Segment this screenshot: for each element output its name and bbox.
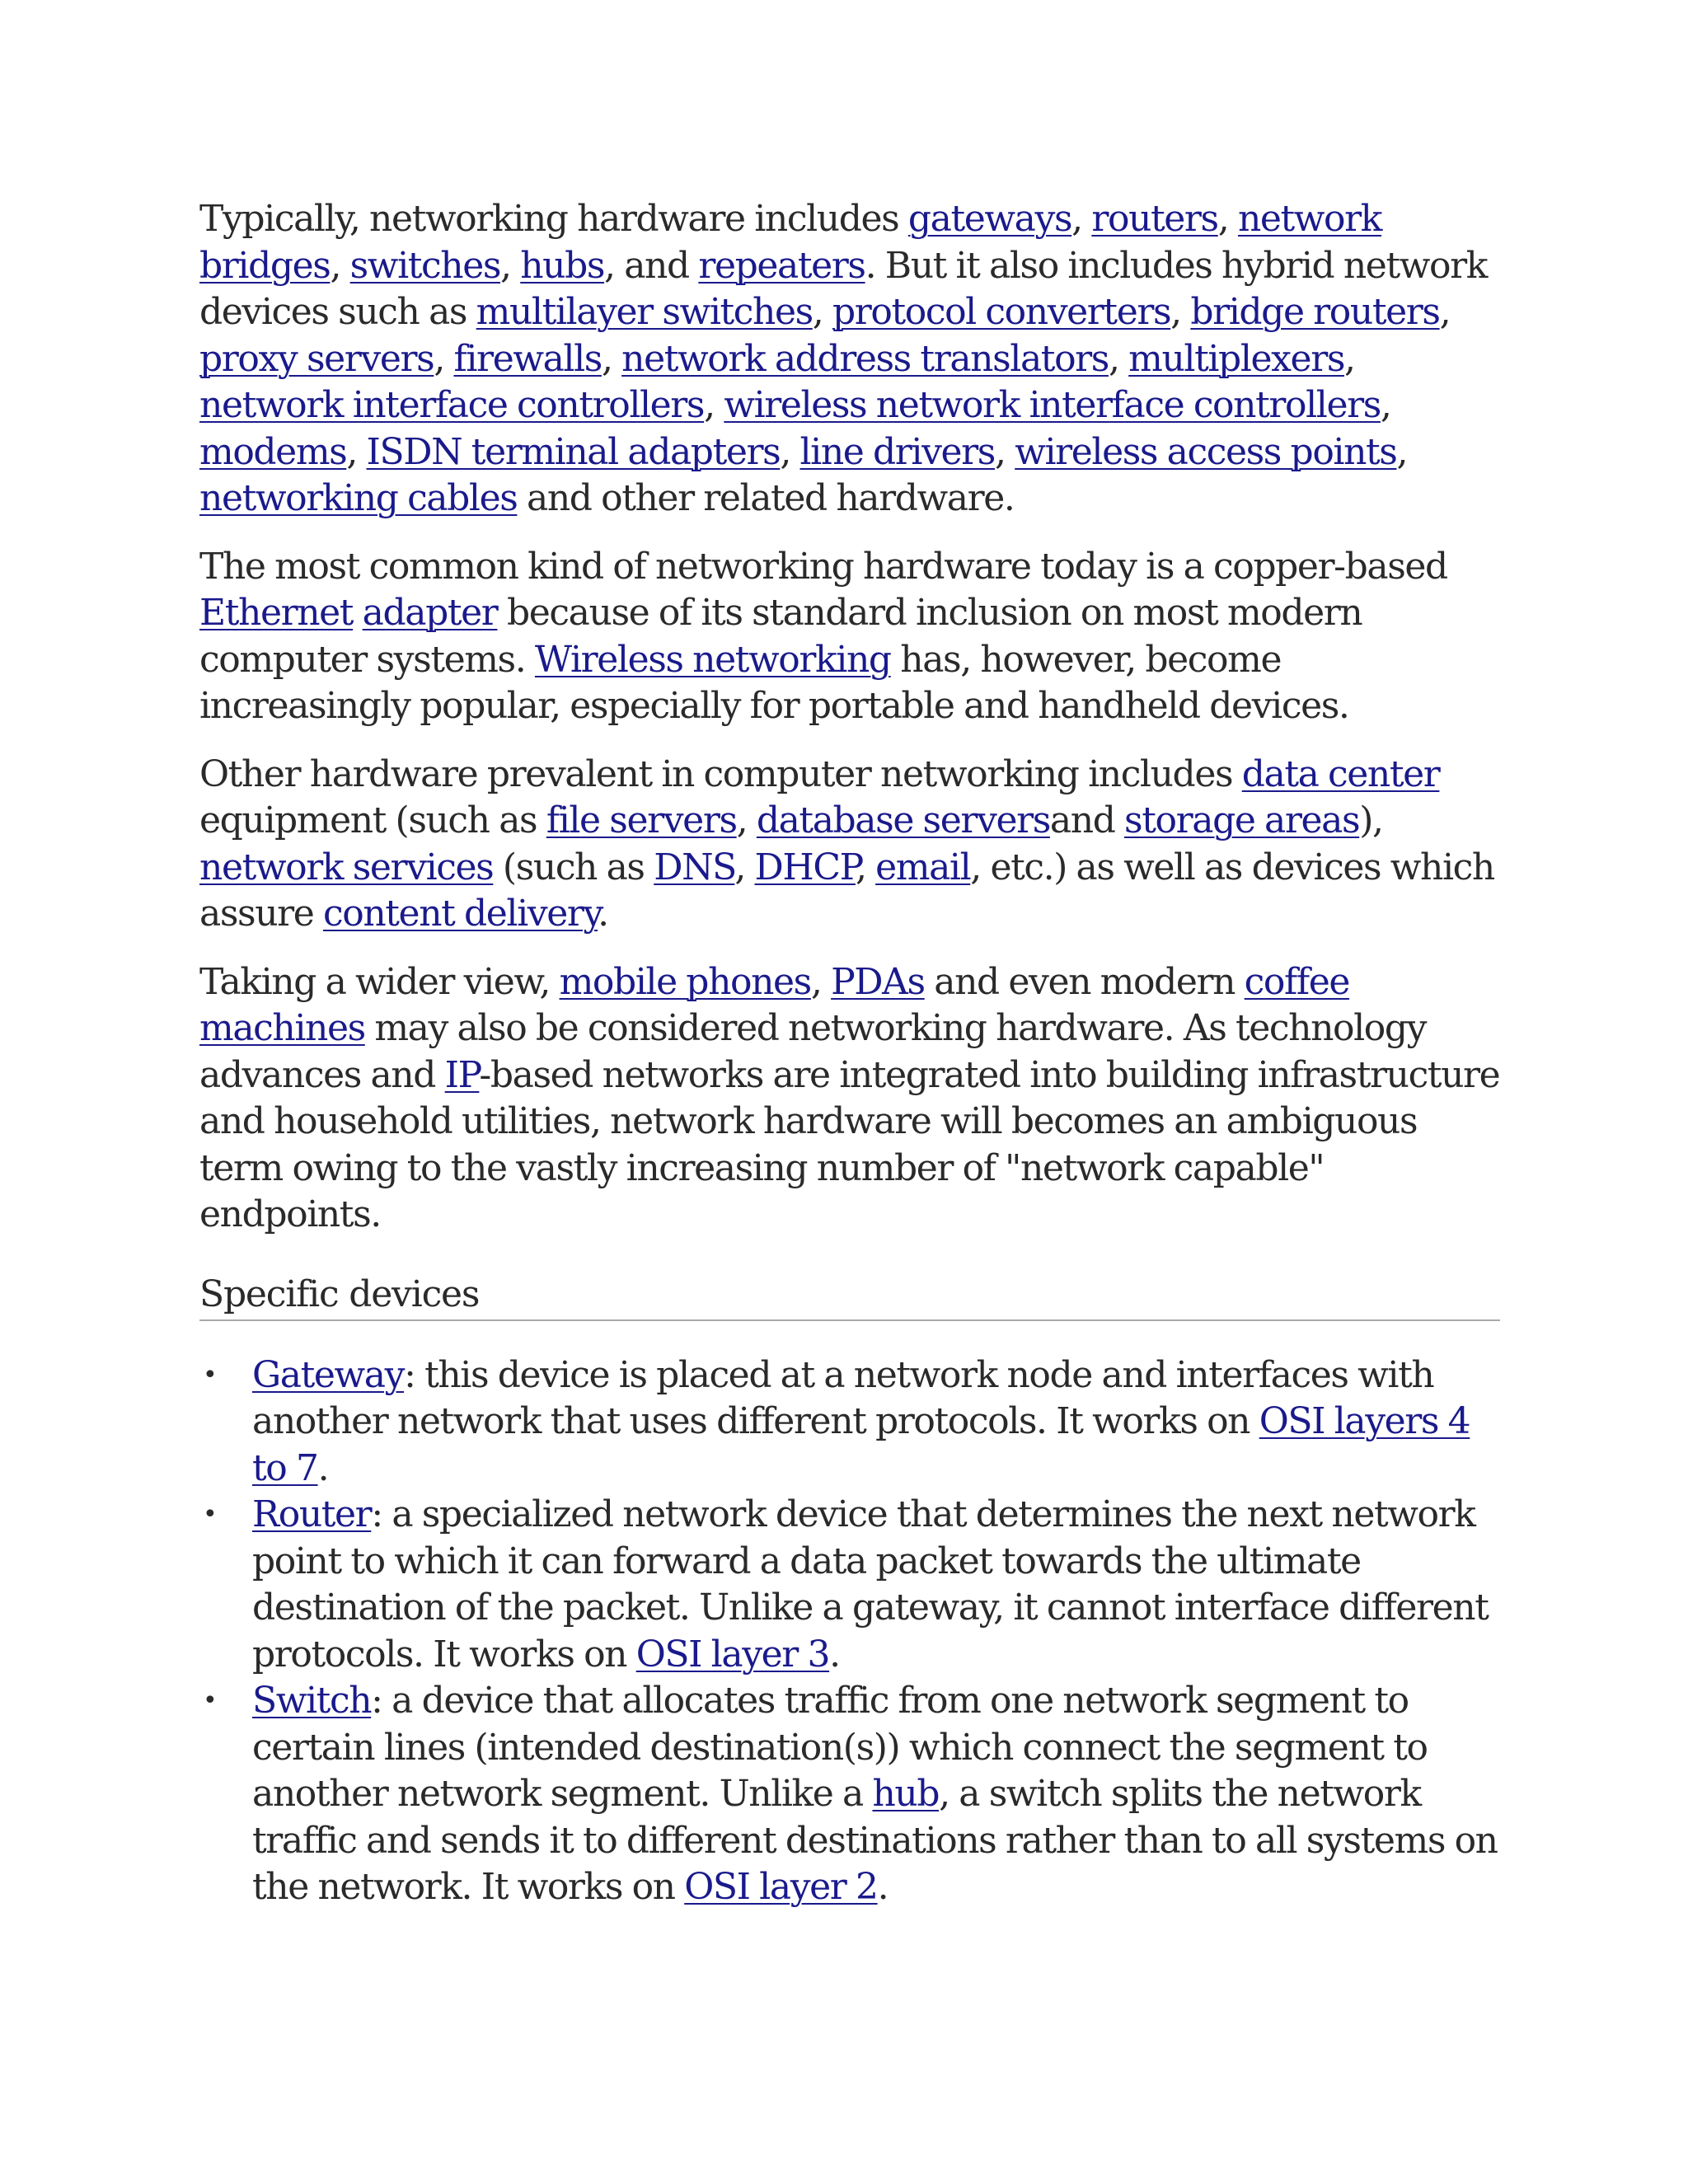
link-content-delivery[interactable]: content delivery [323, 893, 598, 935]
text: , [812, 291, 832, 333]
text: , and [604, 244, 699, 287]
link-ethernet[interactable]: Ethernet [199, 592, 354, 634]
link-proxy-servers[interactable]: proxy servers [199, 337, 434, 380]
text: . [877, 1866, 889, 1908]
text: : this device is placed at a network node and interfaces with another network that uses different protocols. It works on [252, 1353, 1434, 1442]
link-network-bridges[interactable]: network bridges [199, 198, 1382, 287]
text: , [434, 337, 454, 380]
link-wireless-access-points[interactable]: wireless access points [1015, 430, 1397, 473]
link-repeaters[interactable]: repeaters [698, 244, 865, 287]
list-item [199, 1352, 1500, 1493]
text: , a switch splits the network traffic and sends it to different destinations rather than to all systems on the network. It works on [252, 1773, 1498, 1908]
link-hub[interactable]: hub [872, 1773, 940, 1815]
link-firewalls[interactable]: firewalls [453, 337, 602, 380]
text: , [1439, 291, 1451, 333]
text: , [1396, 430, 1408, 473]
text: and even modern [924, 960, 1245, 1003]
link-ip[interactable]: IP [444, 1053, 480, 1096]
list-item [199, 1492, 1500, 1678]
text: , [855, 846, 876, 888]
paragraph-other-hardware [199, 752, 1500, 938]
link-dns[interactable]: DNS [654, 846, 735, 888]
link-network-services[interactable]: network services [199, 846, 494, 888]
link-gateway[interactable]: Gateway [252, 1353, 405, 1396]
text: Other hardware prevalent in computer networking includes [199, 752, 1242, 795]
link-data-center[interactable]: data center [1241, 752, 1440, 795]
link-mobile-phones[interactable]: mobile phones [559, 960, 811, 1003]
text: : a specialized network device that determines the next network point to which it can forward a data packet towards the ultimate destination of the packet. Unlike a gateway, it cannot interface different protocols. It works on [252, 1493, 1489, 1675]
text: -based networks are integrated into building infrastructure and household utilities, network hardware will becomes an ambiguous term owing to the vastly increasing number of "network capable" endpoints. [199, 1053, 1500, 1235]
list-item [199, 1678, 1500, 1911]
link-database-servers[interactable]: database servers [756, 799, 1050, 841]
text: may also be considered networking hardware. As technology advances and [199, 1007, 1427, 1096]
link-gateways[interactable]: gateways [907, 198, 1072, 240]
link-file-servers[interactable]: file servers [546, 799, 737, 841]
text: and [1049, 799, 1125, 841]
text: (such as [493, 846, 654, 888]
text: ), [1359, 799, 1383, 841]
text: , [780, 430, 800, 473]
link-protocol-converters[interactable]: protocol converters [832, 291, 1171, 333]
text: . [317, 1446, 329, 1489]
link-networking-cables[interactable]: networking cables [199, 477, 518, 519]
text: , [1108, 337, 1129, 380]
text: , [995, 430, 1015, 473]
text: , [346, 430, 367, 473]
link-pdas[interactable]: PDAs [831, 960, 925, 1003]
document-page [199, 196, 1500, 1911]
device-list [199, 1352, 1500, 1911]
link-network-address-translators[interactable]: network address translators [621, 337, 1109, 380]
link-dhcp[interactable]: DHCP [754, 846, 856, 888]
link-network-interface-controllers[interactable]: network interface controllers [199, 384, 705, 426]
link-line-drivers[interactable]: line drivers [799, 430, 995, 473]
link-multilayer-switches[interactable]: multilayer switches [476, 291, 813, 333]
text: Typically, networking hardware includes [199, 198, 908, 240]
text: , [601, 337, 622, 380]
text: and other related hardware. [517, 477, 1015, 519]
text: The most common kind of networking hardware today is a copper-based [199, 545, 1447, 588]
text: . [829, 1633, 840, 1675]
text: , [810, 960, 832, 1003]
bullet-icon: • [203, 1500, 217, 1529]
link-hubs[interactable]: hubs [520, 244, 605, 287]
link-router[interactable]: Router [252, 1493, 372, 1535]
text: , [1170, 291, 1191, 333]
text: , etc.) as well as devices which assure [199, 846, 1494, 935]
text: , [1217, 198, 1238, 240]
link-isdn-terminal-adapters[interactable]: ISDN terminal adapters [366, 430, 781, 473]
text: Taking a wider view, [199, 960, 560, 1003]
text: equipment (such as [199, 799, 546, 841]
link-osi-layer-2[interactable]: OSI layer 2 [684, 1866, 878, 1908]
text: , [330, 244, 350, 287]
paragraph-ethernet [199, 544, 1500, 730]
text: , [704, 384, 724, 426]
text: , [734, 846, 755, 888]
text: , [1344, 337, 1355, 380]
link-wireless-network-interface-controllers[interactable]: wireless network interface controllers [724, 384, 1381, 426]
paragraph-hardware-list [199, 196, 1500, 523]
link-storage-areas[interactable]: storage areas [1124, 799, 1360, 841]
paragraph-wider-view [199, 959, 1500, 1239]
link-switches[interactable]: switches [349, 244, 501, 287]
link-osi-layer-3[interactable]: OSI layer 3 [635, 1633, 830, 1675]
text [353, 592, 363, 634]
text: : a device that allocates traffic from one network segment to certain lines (intended destination(s)) which connect the segment to another network segment. Unlike a [252, 1680, 1428, 1815]
link-coffee-machines[interactable]: coffee machines [199, 960, 1350, 1049]
link-adapter[interactable]: adapter [362, 592, 498, 634]
link-email[interactable]: email [875, 846, 971, 888]
link-switch[interactable]: Switch [252, 1680, 372, 1722]
bullet-icon: • [203, 1360, 217, 1390]
text: . [598, 893, 608, 935]
link-wireless-networking[interactable]: Wireless networking [534, 638, 891, 681]
link-bridge-routers[interactable]: bridge routers [1190, 291, 1440, 333]
text: . But it also includes hybrid network devices such as [199, 244, 1487, 333]
link-routers[interactable]: routers [1091, 198, 1218, 240]
bullet-icon: • [203, 1686, 217, 1715]
text: , [500, 244, 521, 287]
section-heading: Specific devices [199, 1272, 1500, 1321]
text: , [736, 799, 757, 841]
text: , [1380, 384, 1391, 426]
text: has, however, become increasingly popular, especially for portable and handheld devices. [199, 638, 1349, 727]
link-modems[interactable]: modems [199, 430, 347, 473]
link-multiplexers[interactable]: multiplexers [1128, 337, 1345, 380]
text: because of its standard inclusion on most modern computer systems. [199, 592, 1362, 681]
link-osi-layers-4-7[interactable]: OSI layers 4 to 7 [252, 1400, 1470, 1489]
text: , [1071, 198, 1092, 240]
